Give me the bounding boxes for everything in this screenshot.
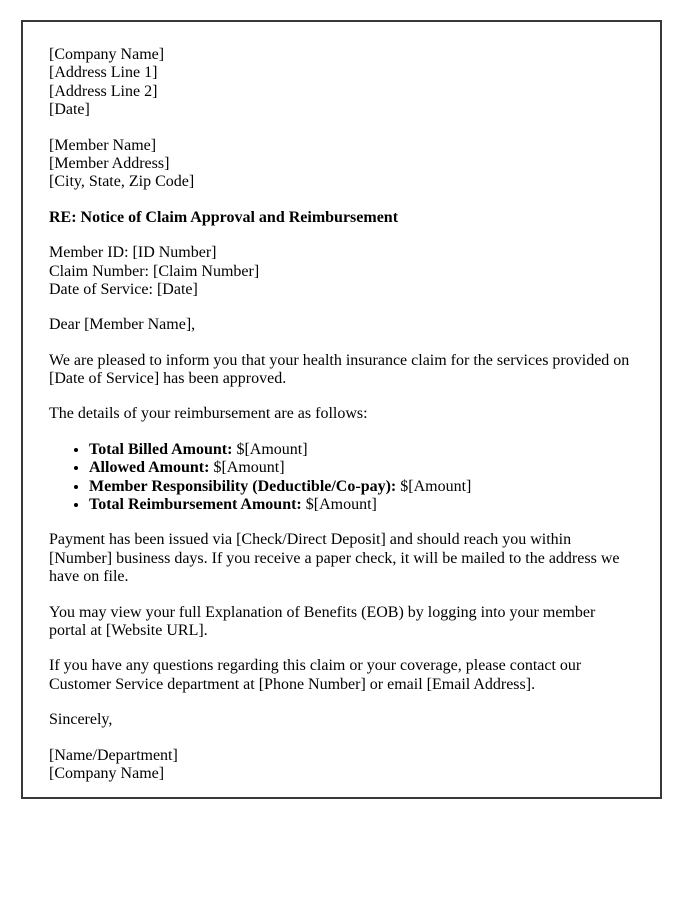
signature-name-department: [Name/Department] xyxy=(49,746,178,764)
reference-block xyxy=(49,244,632,299)
subject-line: RE: Notice of Claim Approval and Reimbursement xyxy=(49,208,399,226)
sender-company: [Company Name] xyxy=(49,46,165,63)
sender-block xyxy=(49,46,632,120)
signature-company: [Company Name] xyxy=(49,764,165,782)
reimbursement-item-total-reimbursement xyxy=(89,496,632,514)
sender-address-line-1: [Address Line 1] xyxy=(49,64,158,82)
reimbursement-item-value: $[Amount] xyxy=(213,459,285,477)
claim-number-line: Claim Number: [Claim Number] xyxy=(49,262,260,280)
reimbursement-item-allowed xyxy=(89,459,632,477)
details-intro-paragraph: The details of your reimbursement are as follows: xyxy=(49,405,368,423)
sender-address-line-2: [Address Line 2] xyxy=(49,82,158,100)
reimbursement-item-total-billed xyxy=(89,441,632,459)
recipient-address: [Member Address] xyxy=(49,154,170,172)
recipient-city-state-zip: [City, State, Zip Code] xyxy=(49,173,195,191)
member-id-line: Member ID: [ID Number] xyxy=(49,244,217,262)
approval-paragraph: We are pleased to inform you that your health insurance claim for the services provided on [Date of Service] has been approved. xyxy=(49,351,630,388)
questions-paragraph: If you have any questions regarding this claim or your coverage, please contact our Customer Service department at [Phone Number] or email [Email Address]. xyxy=(49,657,582,693)
reimbursement-item-member-responsibility xyxy=(89,478,632,496)
reimbursement-item-label: Allowed Amount: xyxy=(89,459,210,477)
reimbursement-item-label: Member Responsibility (Deductible/Co-pay): xyxy=(89,477,397,495)
reimbursement-item-value: $[Amount] xyxy=(400,477,472,495)
reimbursement-item-value: $[Amount] xyxy=(236,440,308,458)
reimbursement-item-label: Total Billed Amount: xyxy=(89,440,233,458)
eob-paragraph: You may view your full Explanation of Benefits (EOB) by logging into your member portal at [Website URL]. xyxy=(49,603,596,639)
signature-block xyxy=(49,747,632,784)
payment-paragraph: Payment has been issued via [Check/Direct Deposit] and should reach you within [Number] business days. If you receive a paper check, it will be mailed to the address we have on file. xyxy=(49,531,620,586)
recipient-block xyxy=(49,137,632,192)
letter-date: [Date] xyxy=(49,101,90,119)
reimbursement-list xyxy=(49,441,632,515)
recipient-name: [Member Name] xyxy=(49,136,157,154)
reimbursement-item-label: Total Reimbursement Amount: xyxy=(89,496,302,514)
salutation: Dear [Member Name], xyxy=(49,316,196,334)
date-of-service-line: Date of Service: [Date] xyxy=(49,280,198,298)
reimbursement-item-value: $[Amount] xyxy=(305,496,377,514)
letter-page xyxy=(21,20,662,799)
closing: Sincerely, xyxy=(49,711,113,729)
